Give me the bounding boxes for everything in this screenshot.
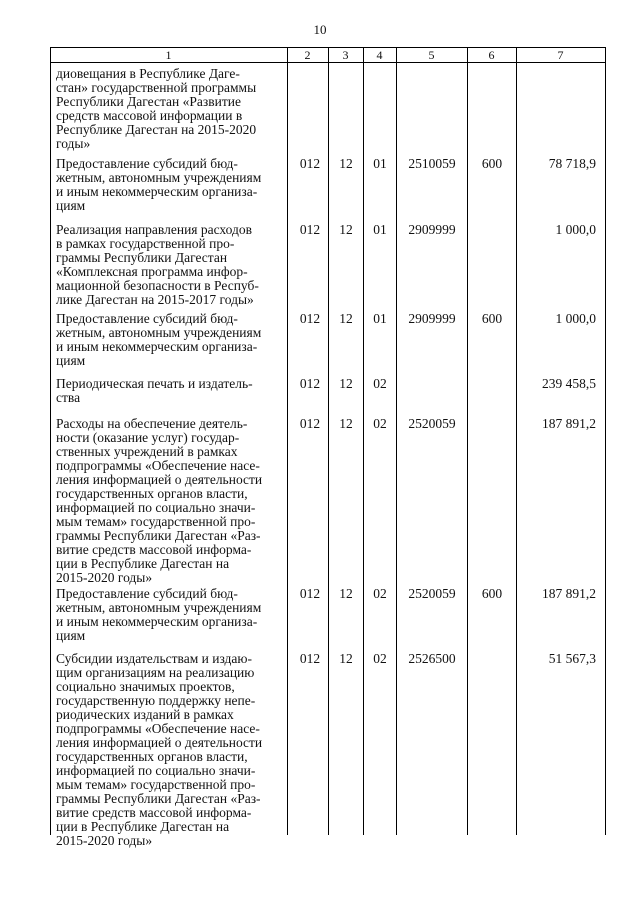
row-amount: 78 718,9 — [548, 156, 596, 171]
row-subsection: 02 — [373, 651, 387, 666]
row-target-item: 2510059 — [408, 156, 456, 171]
row-amount: 239 458,5 — [542, 376, 596, 391]
row-section: 12 — [339, 416, 353, 431]
row-expense-type: 600 — [481, 586, 503, 601]
row-code-ministry: 012 — [299, 586, 321, 601]
row-expense-type: 600 — [481, 311, 503, 326]
row-code-ministry: 012 — [299, 376, 321, 391]
row-description: Предоставление субсидий бюд- жетным, автономным учреждениям и иным некоммерческим организа- циям — [56, 311, 262, 368]
header-divider — [50, 62, 606, 63]
row-description: Предоставление субсидий бюд- жетным, автономным учреждениям и иным некоммерческим организа- циям — [56, 156, 262, 213]
row-subsection: 02 — [373, 376, 387, 391]
row-description: диовещания в Республике Даге- стан» государственной программы Республики Дагестан «Развитие средств массовой информации в Республике Дагестан на 2015-2020 годы» — [56, 66, 257, 151]
row-code-ministry: 012 — [299, 156, 321, 171]
row-target-item: 2909999 — [408, 311, 456, 326]
row-target-item: 2520059 — [408, 586, 456, 601]
row-code-ministry: 012 — [299, 311, 321, 326]
column-header-7: 7 — [557, 48, 564, 62]
row-code-ministry: 012 — [299, 222, 321, 237]
row-section: 12 — [339, 376, 353, 391]
column-header-5: 5 — [428, 48, 435, 62]
row-description: Периодическая печать и издатель- ства — [56, 376, 253, 405]
row-amount: 1 000,0 — [555, 311, 596, 326]
budget-table — [50, 47, 606, 848]
column-header-4: 4 — [376, 48, 383, 62]
row-section: 12 — [339, 651, 353, 666]
table-border-right — [605, 47, 606, 835]
column-header-3: 3 — [342, 48, 349, 62]
row-section: 12 — [339, 156, 353, 171]
table-border-left — [50, 47, 51, 835]
row-target-item: 2520059 — [408, 416, 456, 431]
column-header-1: 1 — [165, 48, 172, 62]
row-code-ministry: 012 — [299, 416, 321, 431]
row-section: 12 — [339, 586, 353, 601]
row-expense-type: 600 — [481, 156, 503, 171]
row-subsection: 02 — [373, 586, 387, 601]
row-subsection: 01 — [373, 156, 387, 171]
row-subsection: 01 — [373, 311, 387, 326]
row-subsection: 02 — [373, 416, 387, 431]
row-amount: 187 891,2 — [542, 586, 596, 601]
row-section: 12 — [339, 222, 353, 237]
page-number: 10 — [313, 22, 327, 37]
row-target-item: 2526500 — [408, 651, 456, 666]
column-header-6: 6 — [488, 48, 495, 62]
row-target-item: 2909999 — [408, 222, 456, 237]
row-code-ministry: 012 — [299, 651, 321, 666]
row-amount: 51 567,3 — [548, 651, 596, 666]
row-description: Предоставление субсидий бюд- жетным, автономным учреждениям и иным некоммерческим организа- циям — [56, 586, 262, 643]
row-subsection: 01 — [373, 222, 387, 237]
row-section: 12 — [339, 311, 353, 326]
row-amount: 1 000,0 — [555, 222, 596, 237]
row-amount: 187 891,2 — [542, 416, 596, 431]
column-header-2: 2 — [304, 48, 311, 62]
row-description: Реализация направления расходов в рамках государственной про- граммы Республики Дагестан «Комплексная программа инфор- мационной безопасности в Респуб- лике Дагестан на 2015-2017 годы» — [56, 222, 259, 307]
row-description: Расходы на обеспечение деятель- ности (оказание услуг) государ- ственных учреждений в рамках подпрограммы «Обеспечение насе- ления информацией о деятельности государственных органов власти, информацией по социально значи- мым темам» государственной про- граммы Республики Дагестан «Раз- витие средств массовой информа- ции в Республике Дагестан на 2015-2020 годы» — [56, 416, 263, 585]
row-description: Субсидии издательствам и издаю- щим организациям на реализацию социально значимых проектов, государственную поддержку непе- риодических изданий в рамках подпрограммы «Обеспечение насе- ления информацией о деятельности государственных органов власти, информацией по социально значи- мым темам» государственной про- граммы Республики Дагестан «Раз- витие средств массовой информа- ции в Республике Дагестан на 2015-2020 годы» — [56, 651, 263, 848]
